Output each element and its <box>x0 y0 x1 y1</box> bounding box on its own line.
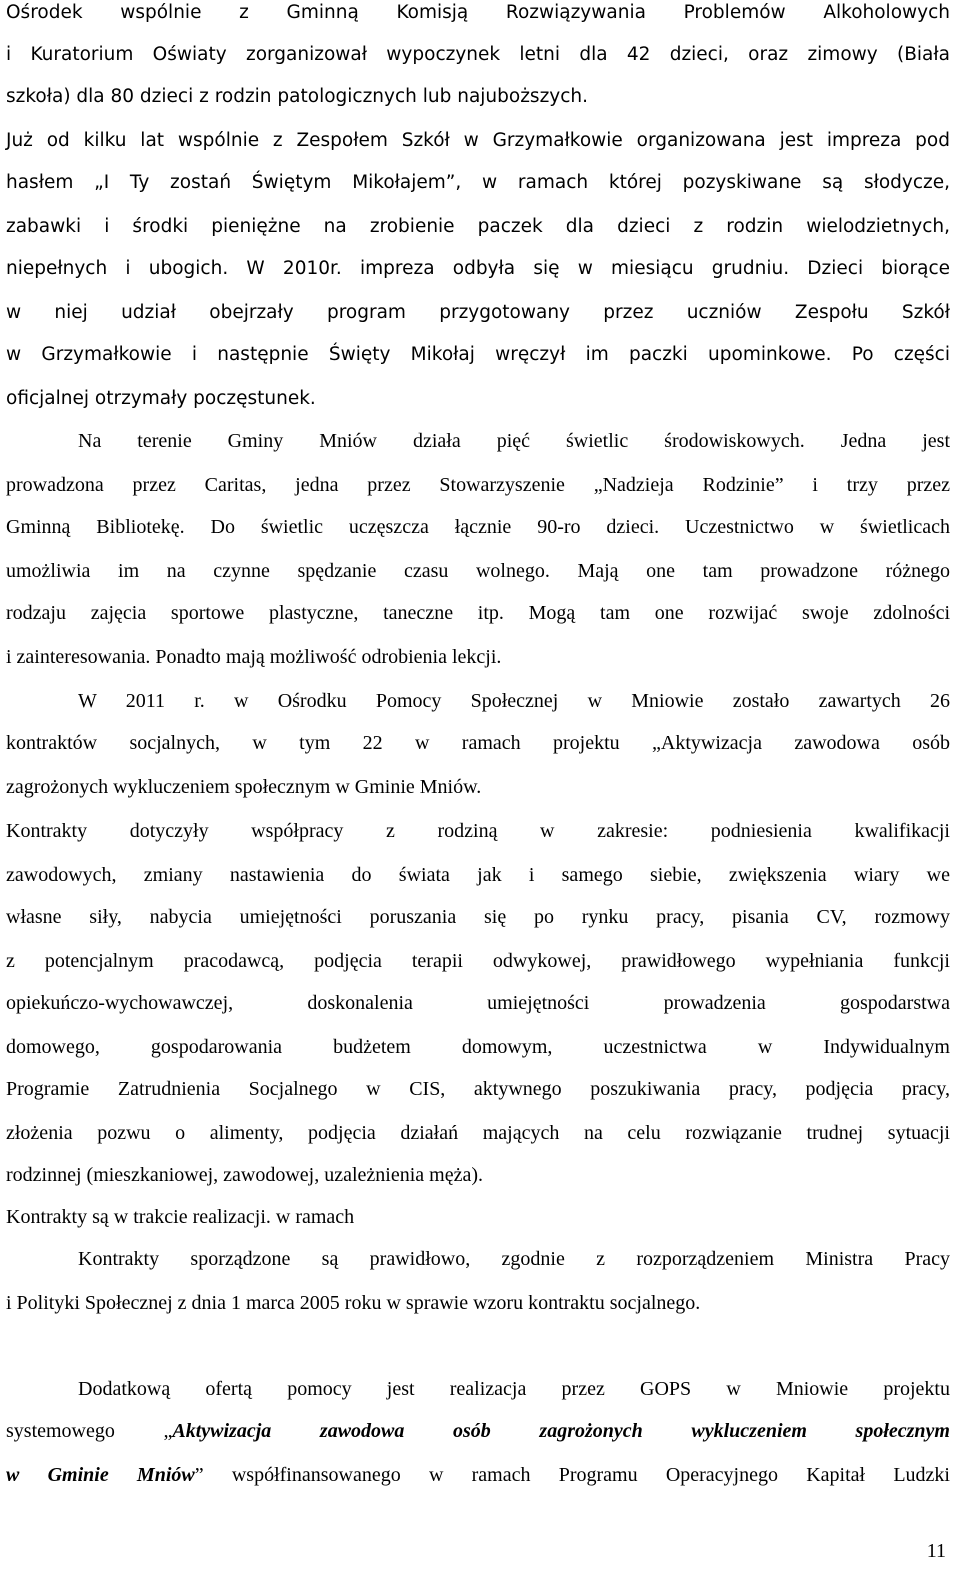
text-line: Kontrakty dotyczyły współpracy z rodziną w zakresie: podniesienia kwalifikacji <box>6 820 950 842</box>
text-line: Gminną Bibliotekę. Do świetlic uczęszcza łącznie 90-ro dzieci. Uczestnictwo w świetlicach <box>6 516 950 538</box>
text-line: w Grzymałkowie i następnie Święty Mikołaj wręczył im paczki upominkowe. Po części <box>6 344 950 365</box>
text-line: Dodatkową ofertą pomocy jest realizacja przez GOPS w Mniowie projektu <box>78 1378 950 1400</box>
text-line: Już od kilku lat wspólnie z Zespołem Szkół w Grzymałkowie organizowana jest impreza pod <box>6 130 950 151</box>
text-line <box>6 1420 950 1443</box>
text-line: Kontrakty są w trakcie realizacji. w ramach <box>6 1206 355 1228</box>
text-line: W 2011 r. w Ośrodku Pomocy Społecznej w Mniowie zostało zawartych 26 <box>78 690 950 712</box>
text-line: prowadzona przez Caritas, jedna przez Stowarzyszenie „Nadzieja Rodzinie” i trzy przez <box>6 474 950 496</box>
text-line: zagrożonych wykluczeniem społecznym w Gminie Mniów. <box>6 776 482 798</box>
text-line: Kontrakty sporządzone są prawidłowo, zgodnie z rozporządzeniem Ministra Pracy <box>78 1248 950 1270</box>
text-line: Ośrodek wspólnie z Gminną Komisją Rozwiązywania Problemów Alkoholowych <box>6 2 950 23</box>
text-line: opiekuńczo-wychowawczej, doskonalenia umiejętności prowadzenia gospodarstwa <box>6 992 950 1014</box>
text-line: zawodowych, zmiany nastawienia do świata jak i samego siebie, zwiększenia wiary we <box>6 864 950 886</box>
text-line: i Polityki Społecznej z dnia 1 marca 2005 roku w sprawie wzoru kontraktu socjalnego. <box>6 1292 701 1314</box>
text-line: rodzaju zajęcia sportowe plastyczne, taneczne itp. Mogą tam one rozwijać swoje zdolności <box>6 602 950 624</box>
text-line: i Kuratorium Oświaty zorganizował wypoczynek letni dla 42 dzieci, oraz zimowy (Biała <box>6 44 950 65</box>
text-line: Na terenie Gminy Mniów działa pięć świetlic środowiskowych. Jedna jest <box>78 430 950 452</box>
text-run: systemowego „ <box>6 1420 173 1442</box>
page-number: 11 <box>926 1540 946 1562</box>
text-line: z potencjalnym pracodawcą, podjęcia terapii odwykowej, prawidłowego wypełniania funkcji <box>6 950 950 972</box>
project-title-emphasis: Aktywizacja zawodowa osób zagrożonych wykluczeniem społecznym <box>172 1420 950 1442</box>
project-title-emphasis: w Gminie Mniów <box>6 1464 195 1486</box>
text-line: domowego, gospodarowania budżetem domowym, uczestnictwa w Indywidualnym <box>6 1036 950 1058</box>
text-line: kontraktów socjalnych, w tym 22 w ramach projektu „Aktywizacja zawodowa osób <box>6 732 950 754</box>
text-line: umożliwia im na czynne spędzanie czasu wolnego. Mają one tam prowadzone różnego <box>6 560 950 582</box>
text-line: szkoła) dla 80 dzieci z rodzin patologicznych lub najuboższych. <box>6 86 589 107</box>
text-line: oficjalnej otrzymały poczęstunek. <box>6 388 316 409</box>
text-run: ” współfinansowanego w ramach Programu Operacyjnego Kapitał Ludzki <box>194 1464 950 1486</box>
text-line: Programie Zatrudnienia Socjalnego w CIS, aktywnego poszukiwania pracy, podjęcia pracy, <box>6 1078 950 1100</box>
text-line: własne siły, nabycia umiejętności poruszania się po rynku pracy, pisania CV, rozmowy <box>6 906 950 928</box>
text-line <box>6 1464 950 1487</box>
text-line: złożenia pozwu o alimenty, podjęcia działań mających na celu rozwiązanie trudnej sytuacji <box>6 1122 950 1144</box>
text-line: hasłem „I Ty zostań Świętym Mikołajem”, w ramach której pozyskiwane są słodycze, <box>6 172 950 193</box>
text-line: i zainteresowania. Ponadto mają możliwość odrobienia lekcji. <box>6 646 502 668</box>
text-line: zabawki i środki pieniężne na zrobienie paczek dla dzieci z rodzin wielodzietnych, <box>6 216 950 237</box>
text-line: w niej udział obejrzały program przygotowany przez uczniów Zespołu Szkół <box>6 302 950 323</box>
text-line: niepełnych i ubogich. W 2010r. impreza odbyła się w miesiącu grudniu. Dzieci biorące <box>6 258 950 279</box>
text-line: rodzinnej (mieszkaniowej, zawodowej, uzależnienia męża). <box>6 1164 484 1186</box>
